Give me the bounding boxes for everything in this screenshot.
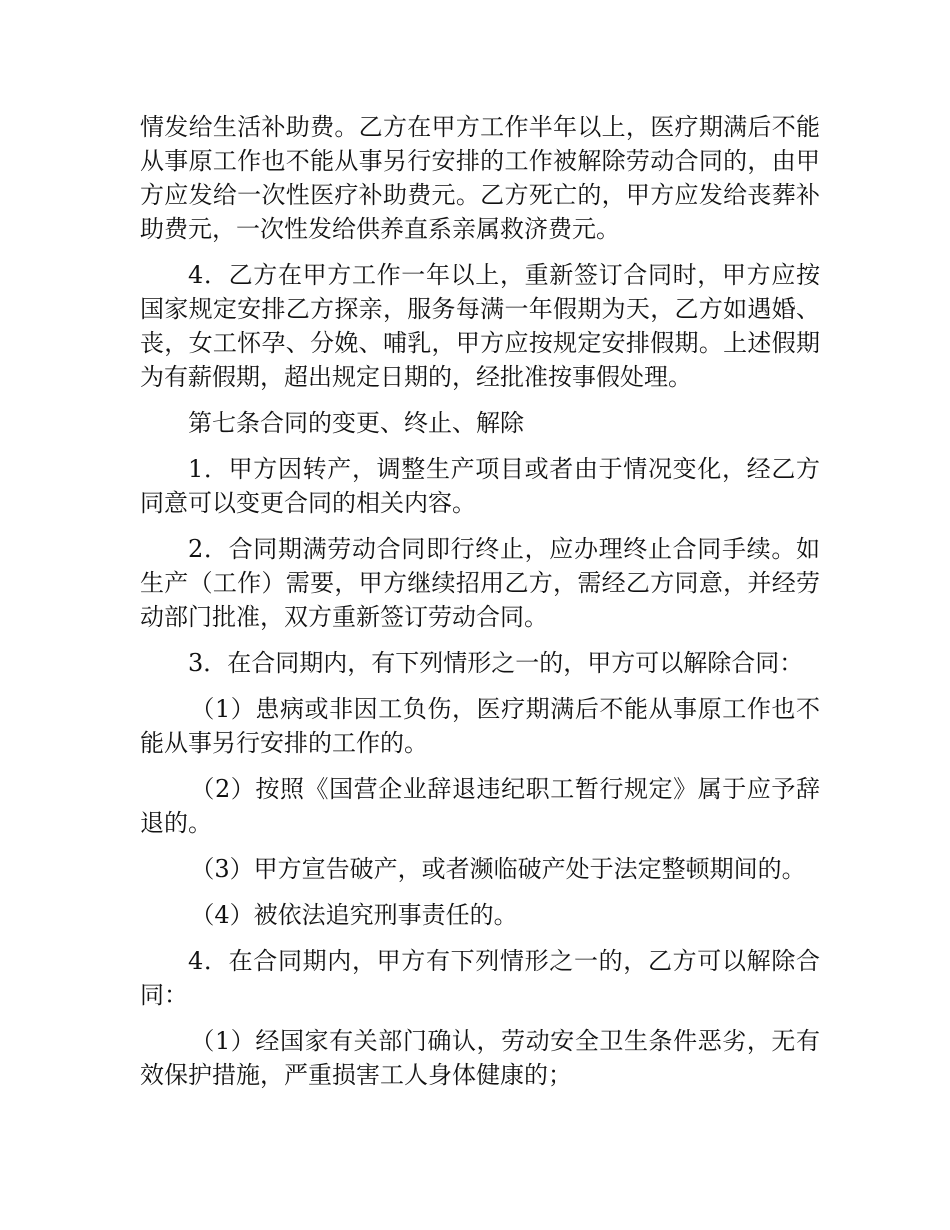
list-item-3-2: （2）按照《国营企业辞退违纪职工暂行规定》属于应予辞退的。	[140, 775, 820, 837]
list-item-4-1: （1）经国家有关部门确认，劳动安全卫生条件恶劣，无有效保护措施，严重损害工人身体健康的；	[140, 1027, 820, 1089]
paragraph-clause-4-leave: 4．乙方在甲方工作一年以上，重新签订合同时，甲方应按国家规定安排乙方探亲，服务每满一年假期为天，乙方如遇婚、丧，女工怀孕、分娩、哺乳，甲方应按规定安排假期。上述假期为有薪假期，超出规定日期的，经批准按事假处理。	[140, 261, 820, 391]
document-body	[140, 110, 820, 1104]
paragraph-continuation: 情发给生活补助费。乙方在甲方工作半年以上，医疗期满后不能从事原工作也不能从事另行安排的工作被解除劳动合同的，由甲方应发给一次性医疗补助费元。乙方死亡的，甲方应发给丧葬补助费元，一次性发给供养直系亲属救济费元。	[140, 113, 820, 243]
paragraph-clause-2-termination: 2．合同期满劳动合同即行终止，应办理终止合同手续。如生产（工作）需要，甲方继续招用乙方，需经乙方同意，并经劳动部门批准，双方重新签订劳动合同。	[140, 535, 820, 631]
list-item-3-3: （3）甲方宣告破产，或者濒临破产处于法定整顿期间的。	[190, 855, 806, 883]
paragraph-clause-4-employee-termination: 4．在合同期内，甲方有下列情形之一的，乙方可以解除合同：	[140, 947, 820, 1009]
section-heading-article-7: 第七条合同的变更、终止、解除	[188, 409, 524, 437]
paragraph-clause-1-change: 1．甲方因转产，调整生产项目或者由于情况变化，经乙方同意可以变更合同的相关内容。	[140, 455, 820, 517]
list-item-3-1: （1）患病或非因工负伤，医疗期满后不能从事原工作也不能从事另行安排的工作的。	[140, 695, 820, 757]
list-item-3-4: （4）被依法追究刑事责任的。	[190, 901, 518, 929]
paragraph-clause-3-employer-dismissal: 3．在合同期内，有下列情形之一的，甲方可以解除合同：	[188, 649, 804, 677]
